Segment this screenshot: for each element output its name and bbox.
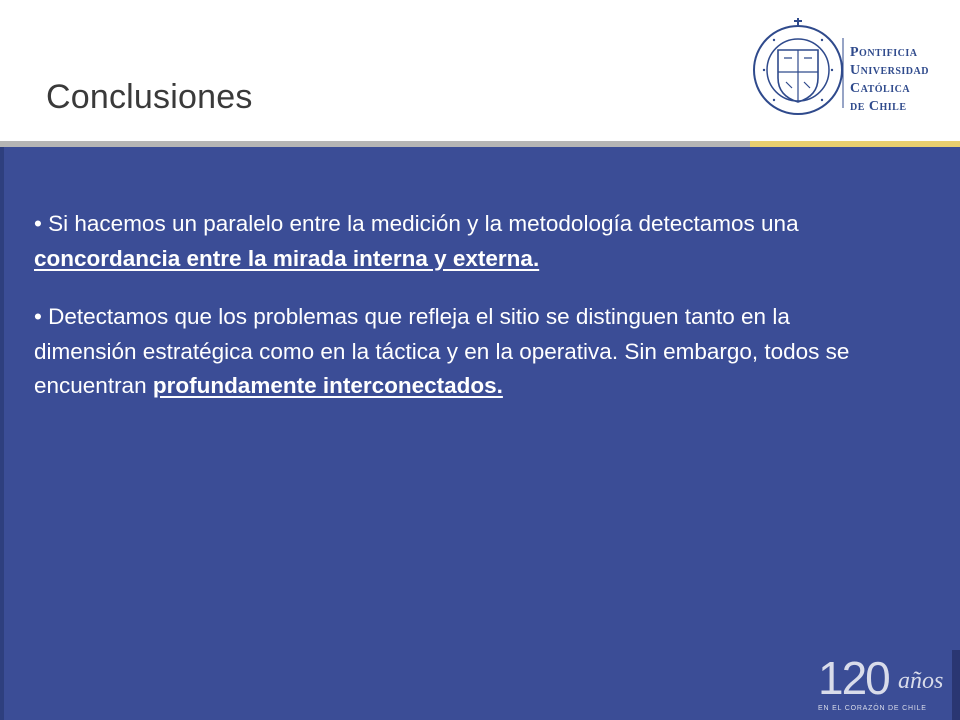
wordmark-line: Católica (850, 81, 911, 96)
bullet-text: Si hacemos un paralelo entre la medición y la metodología detectamos una (41, 211, 799, 236)
bullet-item (34, 207, 894, 276)
anniversary-tagline: EN EL CORAZÓN DE CHILE (818, 705, 927, 712)
bullet-emphasis: concordancia entre la mirada interna y externa. (34, 245, 540, 271)
bullet-item (34, 300, 894, 404)
panel-right-edge (952, 650, 960, 720)
bullet-emphasis: profundamente interconectados. (152, 373, 503, 398)
anniversary-word: años (898, 668, 944, 694)
bullet-list (34, 207, 894, 428)
bullet-text: Detectamos que los problemas que refleja el sitio se distinguen tanto en la dimensión estratégica como en la táctica y en la operativa. Sin embargo, todos se encuentran (34, 304, 850, 398)
wordmark-line: Universidad (850, 63, 929, 78)
wordmark-line: de Chile (850, 99, 907, 114)
page-title: Conclusiones (46, 78, 253, 116)
wordmark-line: Pontificia (850, 45, 918, 60)
bullet-marker: • (34, 304, 42, 329)
panel-left-edge (0, 147, 4, 720)
bullet-marker: • (34, 211, 42, 236)
university-wordmark (850, 44, 929, 116)
anniversary-number: 120 (818, 652, 889, 704)
